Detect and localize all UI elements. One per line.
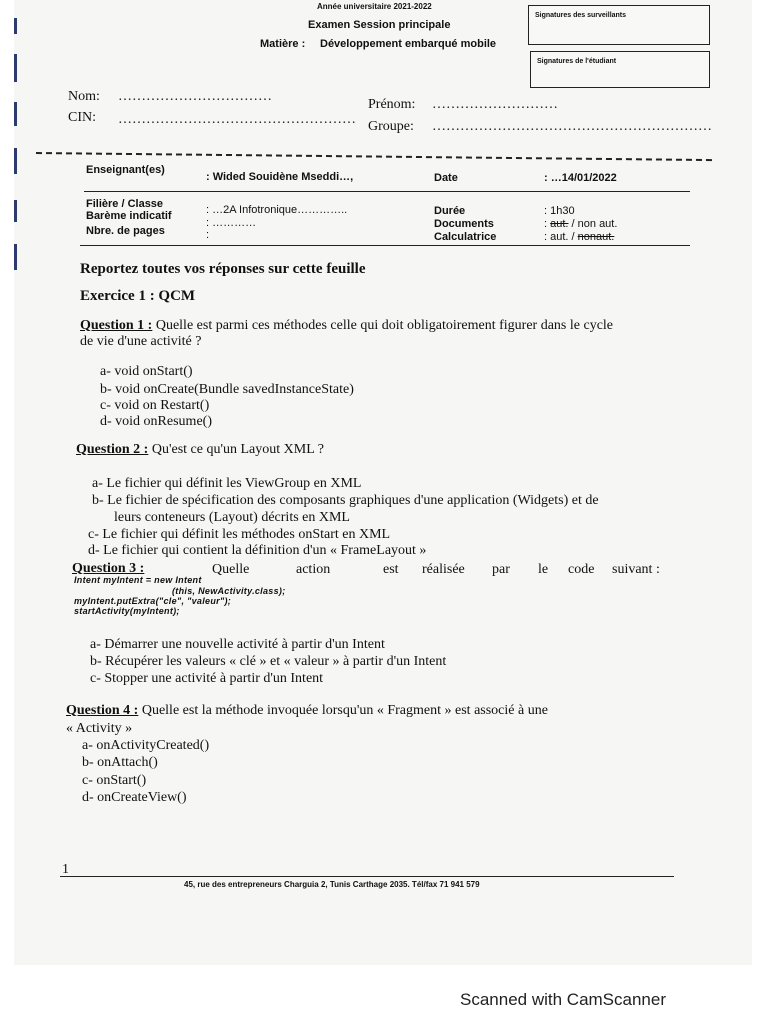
- question-3-label: Question 3 :: [72, 561, 145, 576]
- q3-code-line: myIntent.putExtra("cle", "valeur");: [74, 596, 232, 606]
- q3-word: Quelle: [212, 562, 250, 577]
- date-label: Date: [434, 172, 458, 184]
- filiere-value: : …2A Infotronique…………..: [206, 204, 348, 216]
- student-signature-label: Signatures de l'étudiant: [537, 58, 617, 65]
- bareme-label: Barème indicatif: [86, 210, 172, 222]
- duree-value: : 1h30: [544, 205, 575, 217]
- binder-mark: [14, 102, 17, 126]
- bareme-value: : …………: [206, 217, 257, 229]
- q2-option-a[interactable]: a- Le fichier qui définit les ViewGroup en XML: [92, 476, 362, 491]
- duree-label: Durée: [434, 205, 466, 217]
- prenom-label: Prénom:: [368, 97, 416, 112]
- page-number: 1: [62, 862, 69, 877]
- filiere-label: Filière / Classe: [86, 198, 164, 210]
- subject-value: Développement embarqué mobile: [320, 38, 497, 50]
- cin-field[interactable]: ……………………………………………: [118, 112, 356, 127]
- binder-mark: [14, 148, 17, 174]
- q1-option-d[interactable]: d- void onResume(): [100, 414, 212, 429]
- q3-option-c[interactable]: c- Stopper une activité à partir d'un Intent: [90, 671, 324, 686]
- q2-option-b-line2: leurs conteneurs (Layout) décrits en XML: [114, 510, 350, 525]
- q3-option-a[interactable]: a- Démarrer une nouvelle activité à partir d'un Intent: [90, 637, 385, 652]
- cin-label: CIN:: [68, 110, 96, 125]
- q3-code-line: startActivity(myIntent);: [74, 606, 180, 616]
- q2-option-b[interactable]: b- Le fichier de spécification des composants graphiques d'une application (Widgets) et de: [92, 493, 599, 508]
- binder-mark: [14, 244, 17, 270]
- q3-word: réalisée: [422, 562, 465, 577]
- supervisors-signature-label: Signatures des surveillants: [535, 12, 627, 19]
- q3-code-line: (this, NewActivity.class);: [172, 586, 286, 596]
- documents-value: : aut. / non aut.: [544, 218, 618, 230]
- student-signature-box[interactable]: [530, 51, 710, 88]
- footer-address: 45, rue des entrepreneurs Charguia 2, Tunis Carthage 2035. Tél/fax 71 941 579: [184, 880, 480, 889]
- q4-option-c[interactable]: c- onStart(): [82, 773, 147, 788]
- binder-mark: [14, 54, 17, 82]
- exam-session: Examen Session principale: [308, 19, 451, 31]
- q4-option-a[interactable]: a- onActivityCreated(): [82, 738, 210, 753]
- q3-word: suivant :: [612, 562, 660, 577]
- binder-mark: [14, 200, 17, 222]
- question-1: Question 1 : Quelle est parmi ces méthodes celle qui doit obligatoirement figurer dans le cycle: [80, 318, 614, 333]
- subject-label: Matière :: [260, 38, 306, 50]
- q1-option-b[interactable]: b- void onCreate(Bundle savedInstanceState): [100, 382, 354, 397]
- groupe-label: Groupe:: [368, 119, 414, 134]
- date-value: : …14/01/2022: [544, 172, 617, 184]
- q3-code-line: Intent myIntent = new Intent: [74, 575, 202, 585]
- q2-option-d[interactable]: d- Le fichier qui contient la définition d'un « FrameLayout »: [88, 543, 427, 558]
- divider: [84, 191, 690, 192]
- instruction: Reportez toutes vos réponses sur cette feuille: [80, 261, 366, 277]
- enseignant-label: Enseignant(es): [86, 164, 165, 176]
- camscanner-watermark: Scanned with CamScanner: [460, 990, 667, 1009]
- q2-option-c[interactable]: c- Le fichier qui définit les méthodes onStart en XML: [88, 527, 391, 542]
- groupe-field[interactable]: ……………………………………………………: [432, 119, 712, 134]
- enseignant-value: : Wided Souidène Mseddi…,: [206, 171, 354, 183]
- binder-mark: [14, 18, 17, 34]
- calc-label: Calculatrice: [434, 231, 497, 243]
- q4-option-d[interactable]: d- onCreateView(): [82, 790, 187, 805]
- pages-value: :: [206, 229, 210, 241]
- q3-word: est: [383, 562, 399, 577]
- question-1-line2: de vie d'une activité ?: [80, 334, 202, 349]
- exercise-title: Exercice 1 : QCM: [80, 288, 196, 304]
- q1-option-a[interactable]: a- void onStart(): [100, 364, 193, 379]
- academic-year: Année universitaire 2021-2022: [317, 2, 432, 11]
- question-2: Question 2 : Qu'est ce qu'un Layout XML ?: [76, 442, 324, 457]
- question-4-line2: « Activity »: [66, 721, 133, 736]
- divider: [80, 245, 690, 246]
- q3-word: par: [492, 562, 510, 577]
- footer-rule: [60, 876, 674, 877]
- nom-label: Nom:: [68, 89, 100, 104]
- q3-word: code: [568, 562, 595, 577]
- q3-word: action: [296, 562, 331, 577]
- q3-word: le: [538, 562, 549, 577]
- nom-field[interactable]: ……………………………: [118, 89, 272, 104]
- q3-option-b[interactable]: b- Récupérer les valeurs « clé » et « valeur » à partir d'un Intent: [90, 654, 447, 669]
- question-4: Question 4 : Quelle est la méthode invoquée lorsqu'un « Fragment » est associé à une: [66, 703, 548, 718]
- documents-label: Documents: [434, 218, 494, 230]
- q1-option-c[interactable]: c- void on Restart(): [100, 398, 210, 413]
- pages-label: Nbre. de pages: [86, 225, 165, 237]
- q4-option-b[interactable]: b- onAttach(): [82, 755, 158, 770]
- prenom-field[interactable]: ………………………: [432, 97, 558, 112]
- calc-value: : aut. / nonaut.: [544, 231, 615, 243]
- supervisors-signature-box[interactable]: [528, 5, 710, 45]
